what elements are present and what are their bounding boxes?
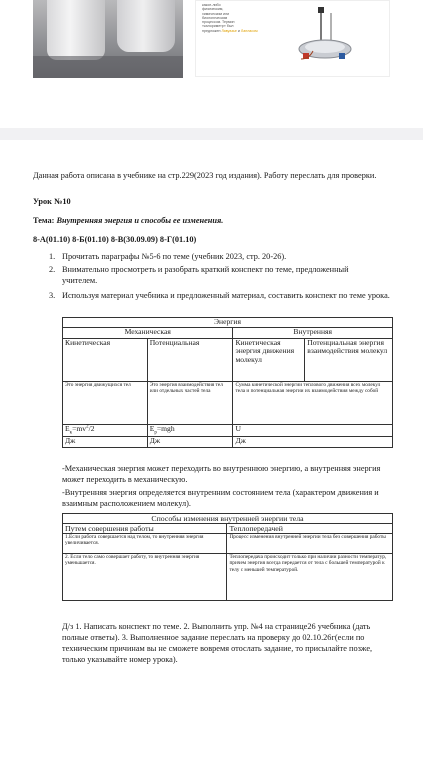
image-caption: какое-либо физическим, химическим или биологическим процессом. Термин «калориметр» был предложен Лавуазье и Лапласом (202, 3, 258, 33)
internal-energy-header: Внутренняя (233, 327, 393, 338)
work-method-header: Путем совершения работы (63, 524, 227, 534)
kinetic-unit: Дж (63, 436, 148, 447)
lesson-number: Урок №10 (33, 197, 71, 206)
calorimeter-photo (33, 0, 183, 78)
paragraph-internal-energy: -Внутренняя энергия определяется внутренним состоянием тела (характером движения и взаимным расположением молекул). (62, 488, 379, 508)
energy-table-title: Энергия (63, 318, 393, 328)
heat-transfer-header: Теплопередачей (227, 524, 393, 534)
lesson-topic: Тема: Внутренняя энергия и способы ее изменения. (33, 216, 224, 225)
molecular-kinetic-header: Кинетическая энергия движения молекул (233, 338, 305, 381)
paragraph-energy-transition: -Механическая энергия может переходить во внутреннюю энергию, а внутренняя энергия может переходить в механическую. (62, 464, 381, 484)
energy-table (62, 317, 393, 448)
work-on-body-text: 1.Если работа совершается над телом, то внутренняя энергия увеличивается. (63, 534, 227, 554)
heat-transfer-condition: Теплопередача происходит только при наличии разности температур, причем энергия всегда передается от тела с большей температурой к телу с меньшей температурой. (227, 554, 393, 601)
homework-text: Д/з 1. Написать конспект по теме. 2. Выполнить упр. №4 на странице26 учебника (дать полные ответы). 3. Выполненное задание переслать на проверку до 02.10.26г(если по техническим причинам вы не сможете вовремя отослать задание, то присылайте позже, только указывайте номер урока). (62, 622, 373, 664)
mechanical-energy-header: Механическая (63, 327, 233, 338)
energy-change-methods-table (62, 513, 393, 601)
caption-link-laplace[interactable]: Лапласом (240, 28, 258, 33)
task-1-number: 1. (49, 252, 56, 261)
potential-description: Это энергия взаимодействия тел или отдельных частей тела (147, 381, 233, 424)
internal-description: Сумма кинетической энергии теплового движения всех молекул тела и потенциальная энергии их взаимодействия между собой (233, 381, 393, 424)
potential-unit: Дж (147, 436, 233, 447)
molecular-potential-header: Потенциальная энергия взаимодействия молекул (305, 338, 393, 381)
kinetic-description: Это энергия движущихся тел (63, 381, 148, 424)
caption-link-lavoisier[interactable]: Лавуазье (221, 28, 237, 33)
heat-transfer-definition: Процесс изменения внутренней энергии тела без совершения работы (227, 534, 393, 554)
section-separator (0, 128, 423, 140)
work-by-body-text: 2. Если тело само совершает работу, то внутренняя энергия уменьшается. (63, 554, 227, 601)
internal-formula: U (233, 424, 393, 436)
calorimeter-device-illustration (291, 7, 361, 67)
potential-header: Потенциальная (147, 338, 233, 381)
intro-text: Данная работа описана в учебнике на стр.229(2023 год издания). Работу переслать для проверки. (33, 171, 377, 180)
top-image-strip (0, 0, 423, 86)
kinetic-formula: $E_к=mv^2/2$ (63, 424, 148, 436)
task-2-number: 2. (49, 265, 56, 274)
potential-formula: $E_р=mgh$ (147, 424, 233, 436)
calorimeter-info-image (195, 0, 390, 77)
image-caption-text: какое-либо физическим, химическим или биологическим процессом. Термин «калориметр» был предложен (202, 3, 235, 33)
task-2-text: Внимательно просмотреть и разобрать краткий конспект по теме, предложенный учителем. (62, 265, 349, 285)
task-3-number: 3. (49, 291, 56, 300)
task-3-text: Используя материал учебника и предложенный материал, составить конспект по теме урока. (62, 291, 390, 300)
class-schedule: 8-А(01.10) 8-Б(01.10) 8-В(30.09.09) 8-Г(01.10) (33, 235, 197, 244)
internal-unit: Дж (233, 436, 393, 447)
energy-change-table-title: Способы изменения внутренней энергии тела (63, 514, 393, 524)
task-1-text: Прочитать параграфы №5-6 по теме (учебник 2023, стр. 20-26). (62, 252, 287, 261)
kinetic-header: Кинетическая (63, 338, 148, 381)
